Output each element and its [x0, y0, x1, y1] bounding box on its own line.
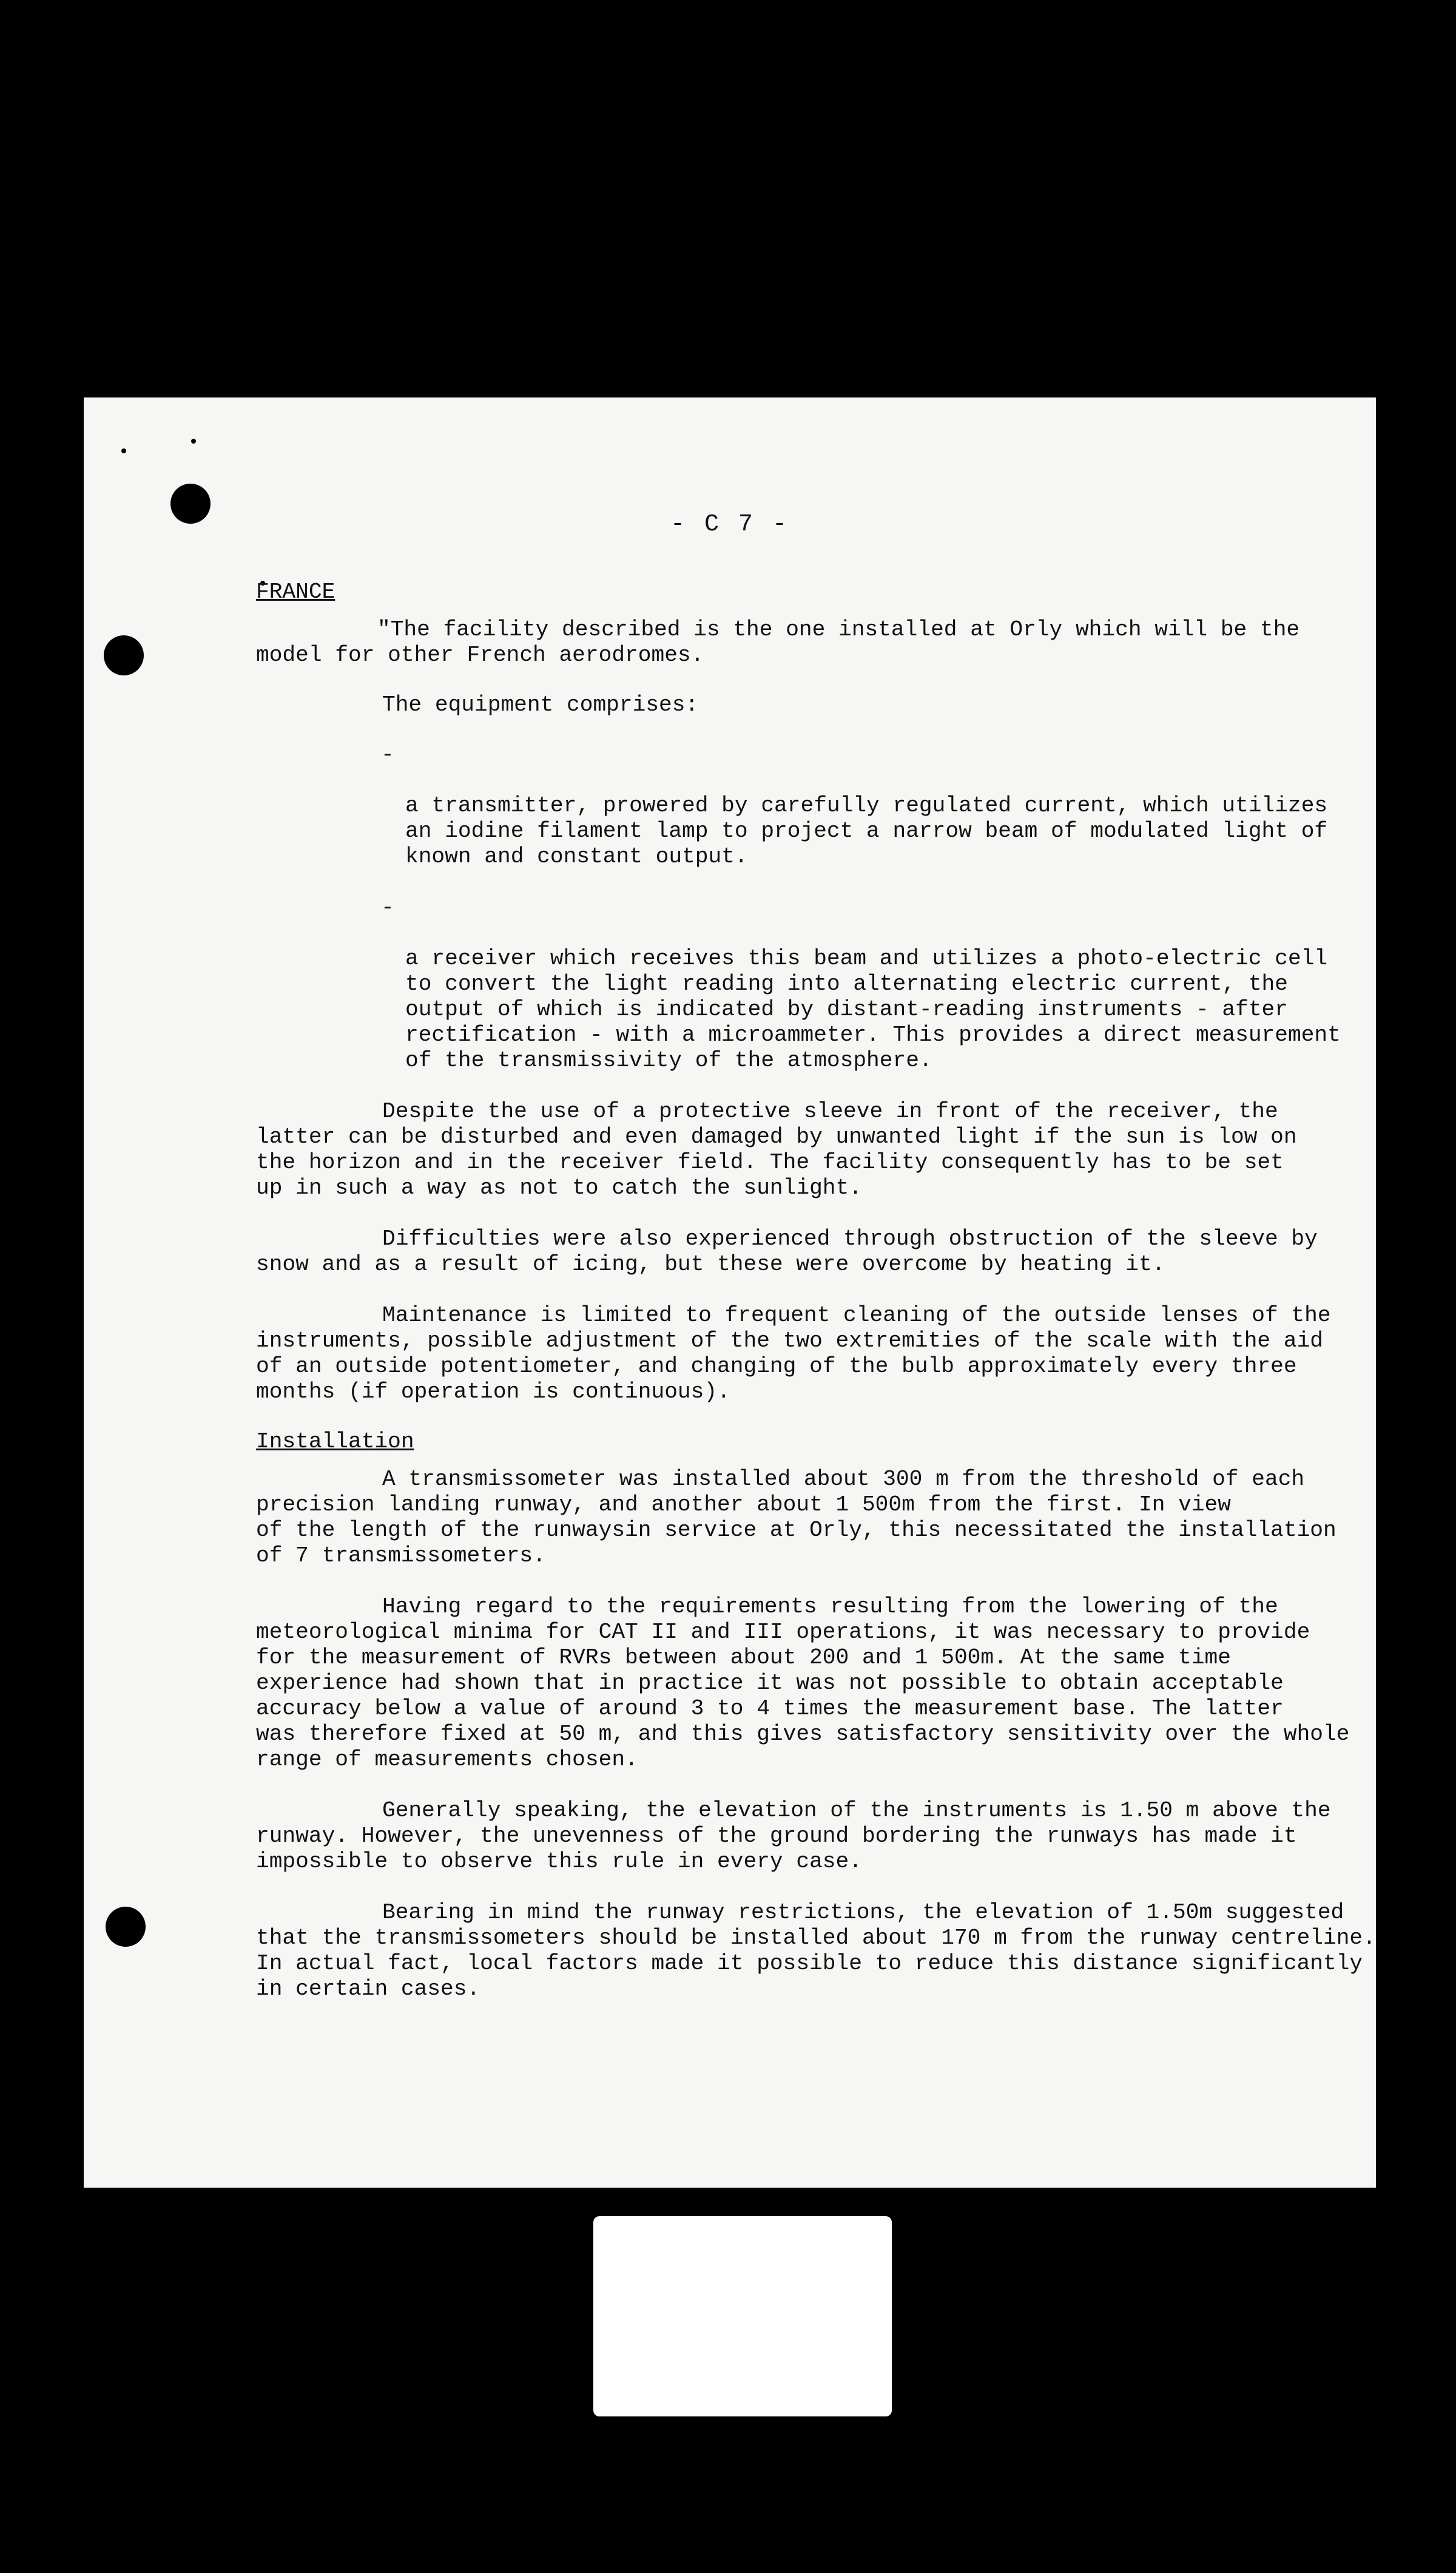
punch-hole-middle [104, 635, 144, 675]
page-number: - C 7 - [670, 511, 790, 538]
bullet-dash: - [381, 742, 394, 767]
paragraph-transmissometer: A transmissometer was installed about 300 m from the threshold of each precision landing runway, and another about 1 500m from the first. In view of the length of the runwaysin service at Orly, this necessitated the installation of 7 transmissometers. [256, 1467, 1336, 1568]
speck-mark [191, 439, 196, 444]
bullet-dash: - [381, 895, 394, 920]
bullet-item-receiver [381, 895, 1421, 1073]
blank-label-card [593, 2216, 892, 2416]
paragraph-elevation: Generally speaking, the elevation of the instruments is 1.50 m above the runway. However, the unevenness of the ground bordering the runways has made it impossible to observe this rule in every case. [256, 1798, 1331, 1874]
paragraph-maintenance: Maintenance is limited to frequent cleaning of the outside lenses of the instruments, possible adjustment of the two extremities of the scale with the aid of an outside potentiometer, and changing of the bulb approximately every three months (if operation is continuous). [256, 1303, 1331, 1404]
bullet-item-transmitter [381, 742, 1421, 870]
speck-mark [121, 448, 126, 453]
paragraph-icing: Difficulties were also experienced through obstruction of the sleeve by snow and as a result of icing, but these were overcome by heating it. [256, 1226, 1318, 1277]
bullet-text: a receiver which receives this beam and utilizes a photo-electric cell to convert the light reading into alternating electric current, the output of which is indicated by distant-reading instruments - after rectification - with a microammeter. This provides a direct measurement of the transmissivity of the atmosphere. [405, 946, 1341, 1073]
document-page [84, 397, 1376, 2188]
intro-paragraph: "The facility described is the one installed at Orly which will be the model for other French aerodromes. [256, 617, 1300, 668]
paragraph-requirements: Having regard to the requirements resulting from the lowering of the meteorological minima for CAT II and III operations, it was necessary to provide for the measurement of RVRs between about 200 and 1 500m. At the same time experience had shown that in practice it was not possible to obtain acceptable accuracy below a value of around 3 to 4 times the measurement base. The latter was therefore fixed at 50 m, and this gives satisfactory sensitivity over the whole range of measurements chosen. [256, 1594, 1350, 1772]
document-body [256, 580, 1421, 2027]
paragraph-sleeve: Despite the use of a protective sleeve in front of the receiver, the latter can be disturbed and even damaged by unwanted light if the sun is low on the horizon and in the receiver field. The facility consequently has to be set up in such a way as not to catch the sunlight. [256, 1099, 1297, 1200]
section-heading-france: FRANCE [256, 580, 335, 604]
punch-hole-bottom [106, 1907, 146, 1947]
bullet-text: a transmitter, prowered by carefully regulated current, which utilizes an iodine filament lamp to project a narrow beam of modulated light of known and constant output. [405, 793, 1328, 869]
section-heading-installation: Installation [256, 1429, 414, 1454]
equipment-lead: The equipment comprises: [382, 692, 699, 717]
paragraph-restrictions: Bearing in mind the runway restrictions, the elevation of 1.50m suggested that the transmissometers should be installed about 170 m from the runway centreline. In actual fact, local factors made it possible to reduce this distance significantly in certain cases. [256, 1900, 1376, 2001]
